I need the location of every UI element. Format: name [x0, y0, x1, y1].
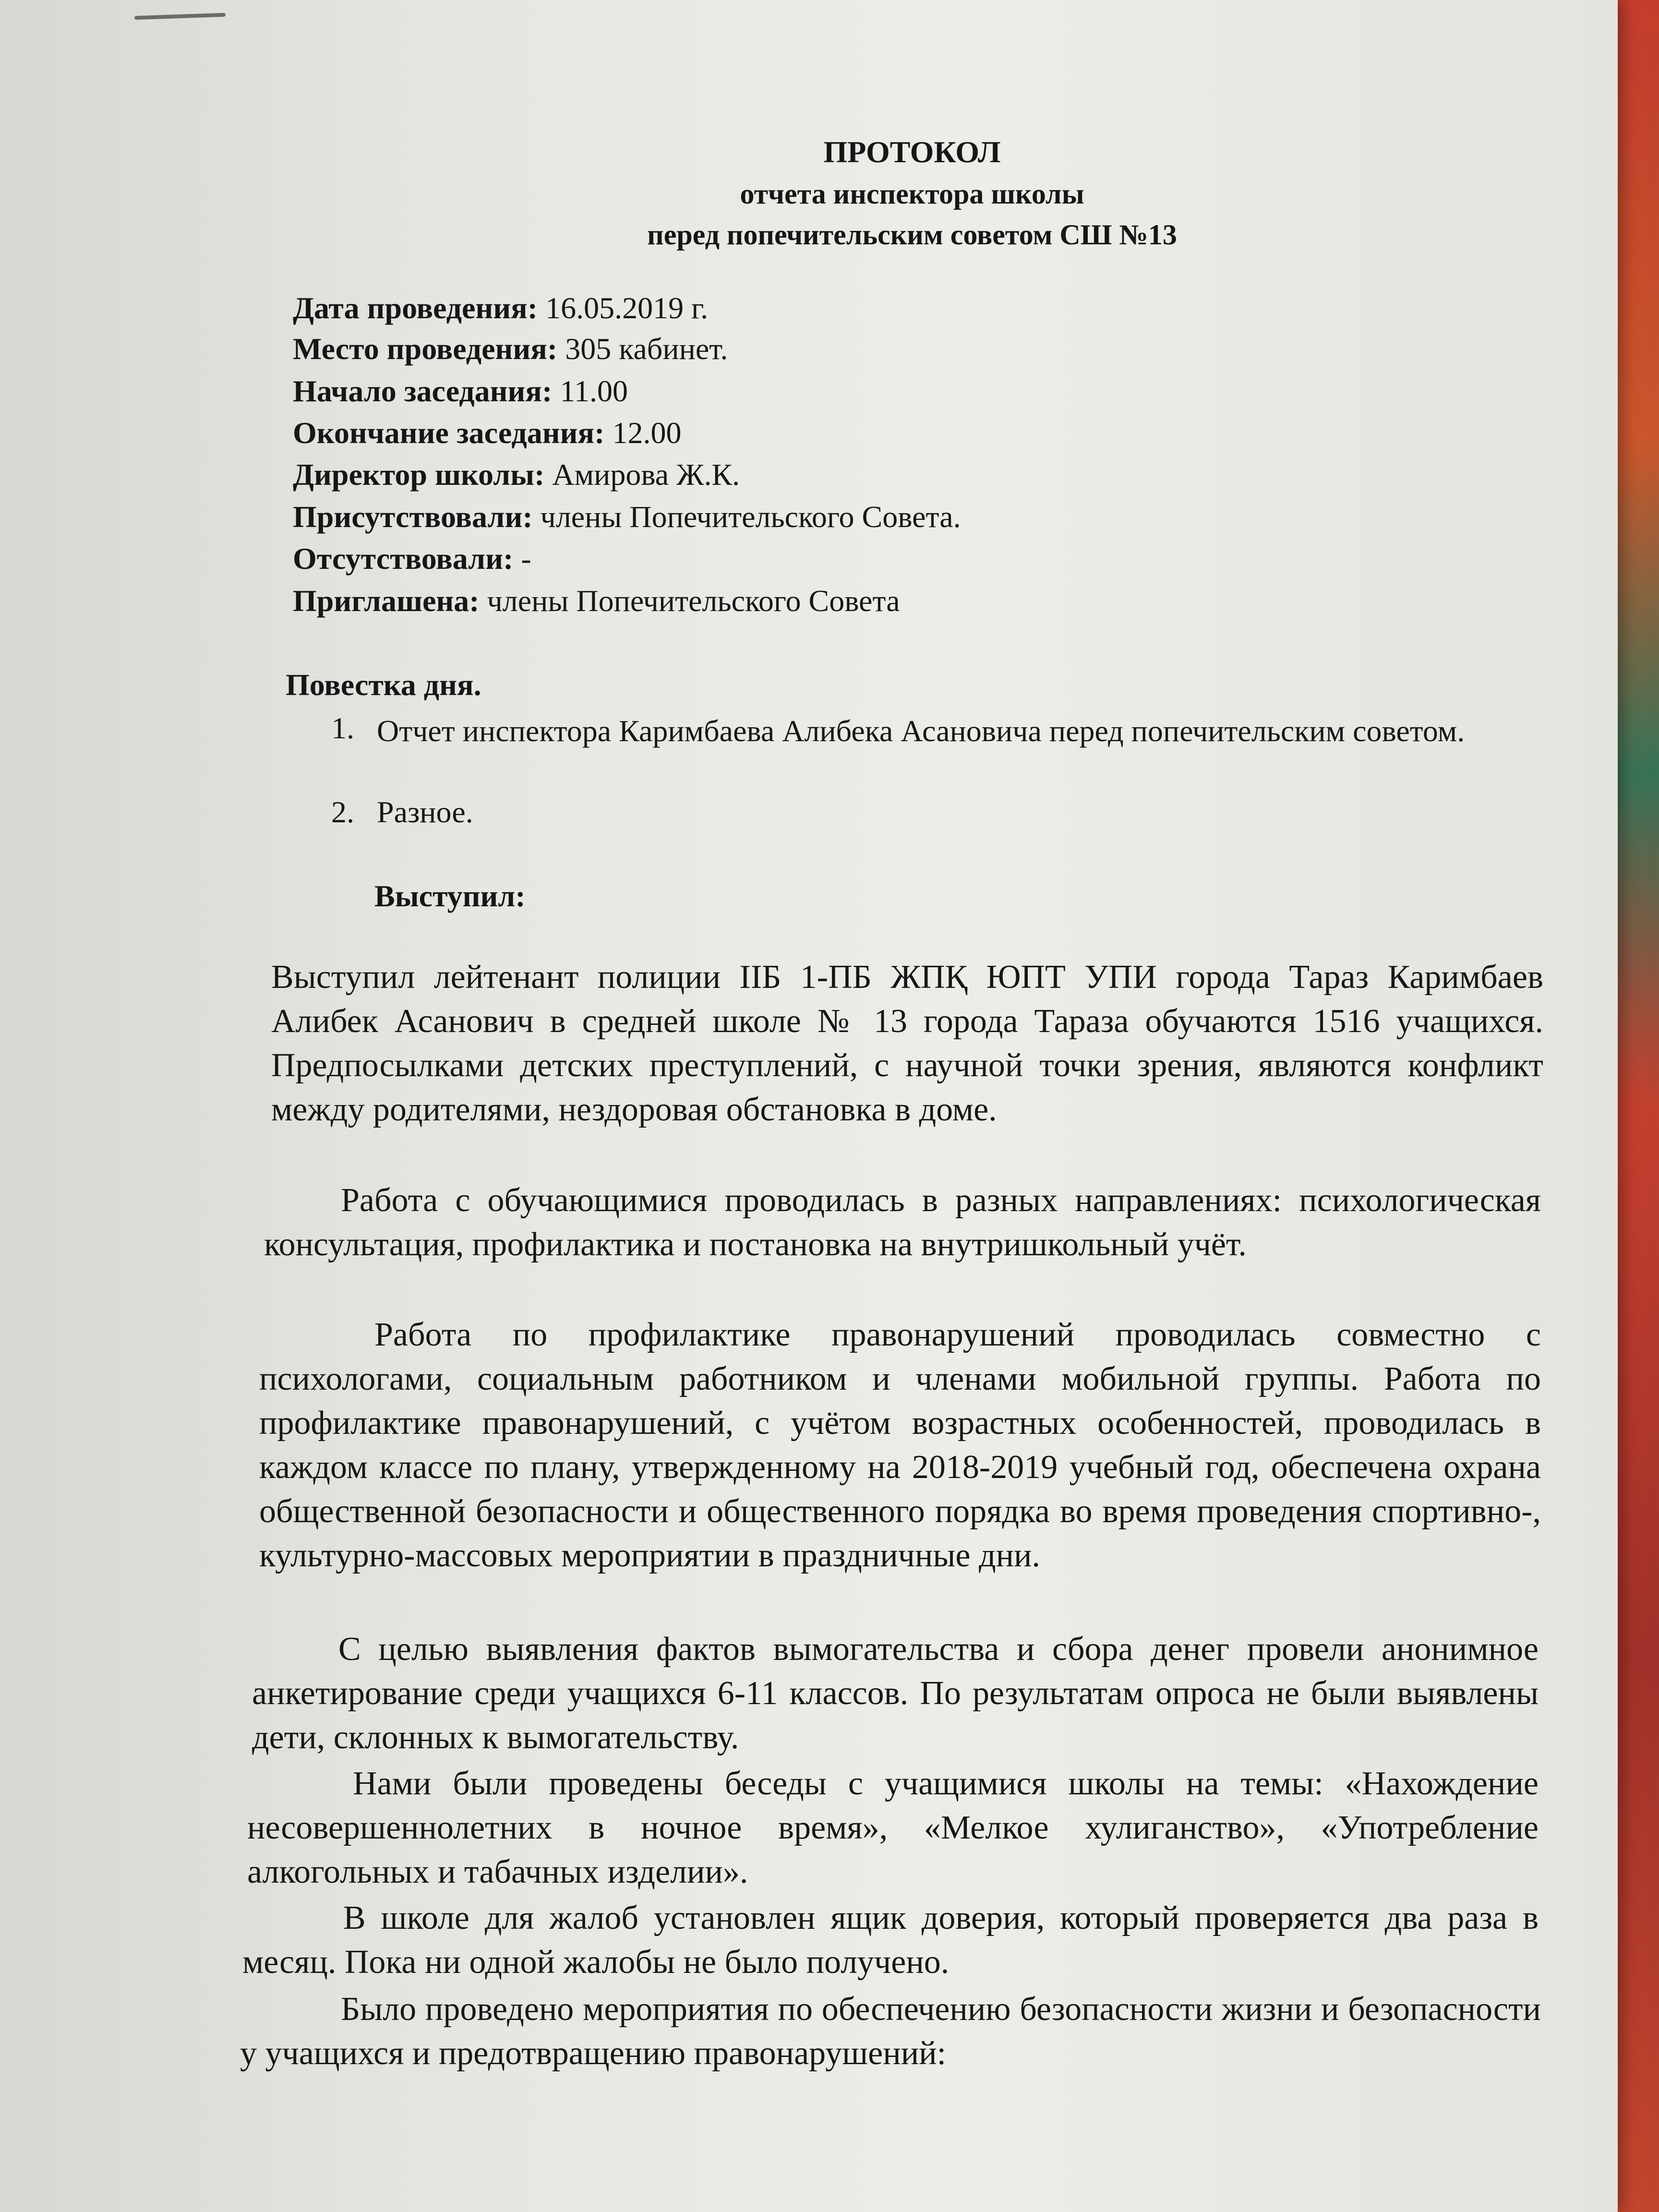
report-paragraph: Работа по профилактике правонарушений проводилась совместно с психологами, социальным работником и членами мобильной группы. Работа по профилактике правонарушений, с учётом возрастных особенностей, проводилась в каждом классе по плану, утвержденному на 2018-2019 учебный год, обеспечена охрана общественной безопасности и общественного порядка во время проведения спортивно-, культурно-массовых мероприятии в праздничные дни. [259, 1316, 1541, 1574]
report-paragraph: С целью выявления фактов вымогательства и сбора денег провели анонимное анкетирование среди учащихся 6-11 классов. По результатам опроса не были выявлены дети, склонных к вымогательству. [252, 1631, 1539, 1756]
document-subtitle-2: перед попечительским советом СШ №13 [647, 219, 1177, 251]
report-paragraph: Работа с обучающимися проводилась в разных направлениях: психологическая консультация, профилактика и постановка на внутришкольный учёт. [264, 1182, 1541, 1263]
field-invited: Приглашена: члены Попечительского Совета [293, 584, 900, 618]
agenda-heading: Повестка дня. [286, 668, 481, 702]
field-director: Директор школы: Амирова Ж.К. [293, 457, 740, 492]
document-title: ПРОТОКОЛ [823, 135, 1001, 169]
report-paragraph: Выступил лейтенант полиции ІІБ 1-ПБ ЖПҚ ЮПТ УПИ города Тараз Каримбаев Алибек Асанович в средней школе № 13 города Тараза обучаются 1516 учащихся. Предпосылками детских преступлений, с научной точки зрения, являются конфликт между родителями, нездоровая обстановка в доме. [271, 959, 1543, 1128]
field-end: Окончание заседания: 12.00 [293, 416, 682, 450]
report-paragraph: Было проведено мероприятия по обеспечению безопасности жизни и безопасности у учащихся и предотвращению правонарушений: [240, 1991, 1541, 2072]
report-paragraph: Нами были проведены беседы с учащимися школы на темы: «Нахождение несовершеннолетних в ночное время», «Мелкое хулиганство», «Употребление алкогольных и табачных изделии». [247, 1765, 1539, 1890]
staple-mark [134, 13, 226, 20]
report-paragraph: В школе для жалоб установлен ящик доверия, который проверяется два раза в месяц. Пока ни одной жалобы не было получено. [242, 1899, 1539, 1981]
field-start: Начало заседания: 11.00 [293, 374, 628, 408]
field-absent: Отсутствовали: - [293, 541, 531, 576]
agenda-item: Разное. [377, 795, 473, 829]
agenda-item: Отчет инспектора Каримбаева Алибека Асановича перед попечительским советом. [377, 714, 1465, 748]
agenda-item-number: 1. [331, 711, 354, 745]
speaker-heading: Выступил: [374, 879, 526, 913]
document-subtitle-1: отчета инспектора школы [740, 178, 1084, 210]
agenda-item-number: 2. [331, 795, 354, 829]
field-place: Место проведения: 305 кабинет. [293, 332, 728, 366]
field-date: Дата проведения: 16.05.2019 г. [293, 291, 709, 325]
field-present: Присутствовали: члены Попечительского Совета. [293, 500, 961, 534]
